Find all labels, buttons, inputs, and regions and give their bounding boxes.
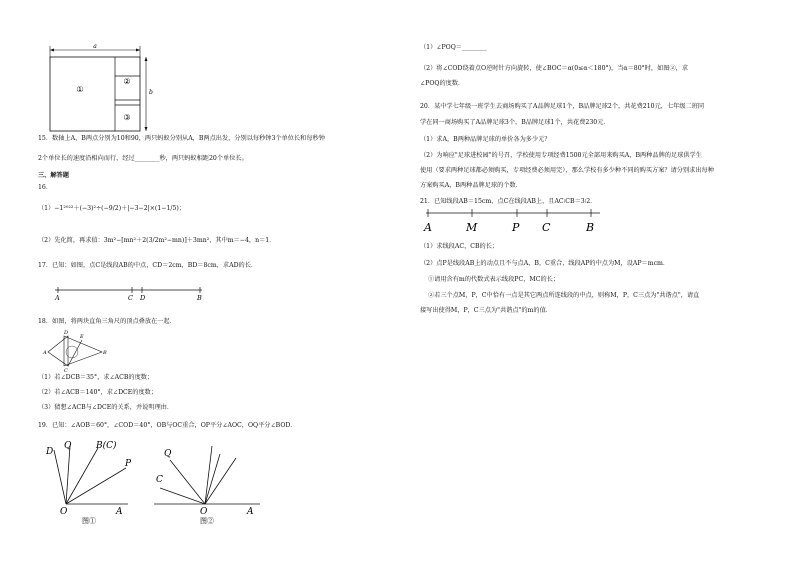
fig1-label-bc: B(C) [96,441,117,451]
q21-sub2b: 接写出使得M，P，C三点为"共谐点"的m的值． [420,307,552,314]
q19-cont-part2: （2）将∠COD绕着点O逆时针方向旋转，使∠BOC＝α(0≤α＜180°)，当α＝80°时，如图②，求 [420,65,689,72]
q17-text: 17．已知：如图，点C是线段AB的中点，CD＝2cm，BD＝8cm，求AD的长． [38,262,258,269]
q21-part2: （2）点P是线段AB上的动点且不与点A，B，C重合，线段AP的中点为M，设AP＝mcm． [420,260,670,267]
fig1-label-a: A [116,507,123,517]
fig1-caption: 图① [82,517,96,525]
region-3: ③ [123,113,131,122]
dimension-a: a [93,43,97,50]
q21-label-c: C [542,221,551,234]
q20-line1: 20．某中学七年级一班学生去商场购买了A品牌足球1个，B品牌足球2个，共花费210元，七年级二班同 [420,103,705,110]
q15-line1: 15．数轴上A，B两点分别为10和90，两只蚂蚁分别从A，B两点出发，分别以每秒钟3个单位长和每秒钟 [38,135,325,142]
fig2-label-c: C [156,475,163,485]
q17-label-b: B [197,294,202,302]
q18-label-b: B [103,350,107,356]
fig1-label-q: Q [64,441,72,451]
fig1-label-p: P [125,459,132,469]
q19-cont-part2b: ∠POQ的度数． [420,80,465,87]
q18-part1: （1）若∠DCB＝35°，求∠ACB的度数； [38,374,154,381]
q19-figure-2 [150,432,270,527]
q17-label-a: A [55,294,60,302]
q16-part1: （1）−1²⁰²²＋(−3)²÷(−9/2)＋|−3−2|×(1−1/5)； [38,205,186,212]
q17-label-d: D [140,294,146,302]
q17-label-c: C [128,294,133,302]
region-1: ① [76,85,84,94]
q19-figure-1 [40,432,140,527]
q19-cont-part1: （1）∠POQ＝________ [420,44,487,51]
q17-segment-figure [50,282,210,302]
fig2-label-o: O [200,507,208,517]
q18-label-d: D [64,330,69,336]
q20-part1: （1）求A，B两种品牌足球的单价各为多少元？ [420,136,551,143]
q19-text: 19．已知：∠AOB＝60°，∠COD＝40°，OB与OC重合，OP平分∠AOC，OQ平分∠BOD． [38,422,297,429]
q18-triangles-figure [42,328,112,373]
q16-number: 16． [38,184,53,191]
fig1-label-d: D [46,447,54,457]
q21-sub2a: ②若三个点M，P，C中恰有一点是其它两点所连线段的中点，则称M，P，C三点为"共谐点"，请直 [428,292,700,299]
q18-label-e: E [80,334,84,340]
q21-part1: （1）求线段AC，CB的长； [420,243,499,250]
q18-intro: 18．如图，将两块直角三角尺的顶点叠放在一起． [38,318,176,325]
q21-text: 21．已知线段AB＝15cm，点C在线段AB上，且AC∶CB＝3∶2． [420,198,597,205]
q20-part2b: 使用（要求两种足球都必须购买，专项经费必须用完），那么学校有多少种不同的购买方案？请分别求出每种 [420,167,714,174]
q21-label-m: M [466,221,478,234]
fig2-caption: 图② [200,517,214,525]
fig1-label-o: O [60,507,68,517]
q16-part2: （2）先化简，再求值：3m²−[mn²＋2(3/2m²−mn)]＋3mn²，其中m＝−4，n＝1． [38,237,276,244]
q18-part3: （3）猜想∠ACB与∠DCE的关系，并说明理由． [38,404,174,411]
region-2: ② [123,77,131,86]
q21-label-a: A [424,221,432,234]
q20-part2a: （2）为响应"足球进校园"的号召，学校使用专项经费1500元全部用来购买A，B两种品牌的足球供学生 [420,152,702,159]
rectangle-figure [40,42,160,142]
q21-segment-figure [420,204,610,234]
dimension-b: b [149,89,153,96]
section-3-heading: 三、解答题 [38,172,69,179]
q21-sub1: ①请用含有m的代数式表示线段PC，MC的长； [428,276,560,283]
q18-part2: （2）若∠ACB＝140°，求∠DCE的度数； [38,389,158,396]
q21-label-b: B [586,221,595,234]
q15-line2: 2个单位长的速度沿相向而行，经过________秒，两只蚂蚁相距20个单位长。 [38,155,248,162]
fig2-label-q: Q [164,449,172,459]
q18-label-a: A [43,350,47,356]
q18-label-c: C [64,368,68,374]
q20-part2c: 方案购买A，B两种品牌足球的个数． [420,182,522,189]
q20-line2: 学在同一商场购买了A品牌足球3个，B品牌足球1个，共花费230元． [420,119,610,126]
q21-label-p: P [512,221,520,234]
fig2-label-a: A [247,507,254,517]
